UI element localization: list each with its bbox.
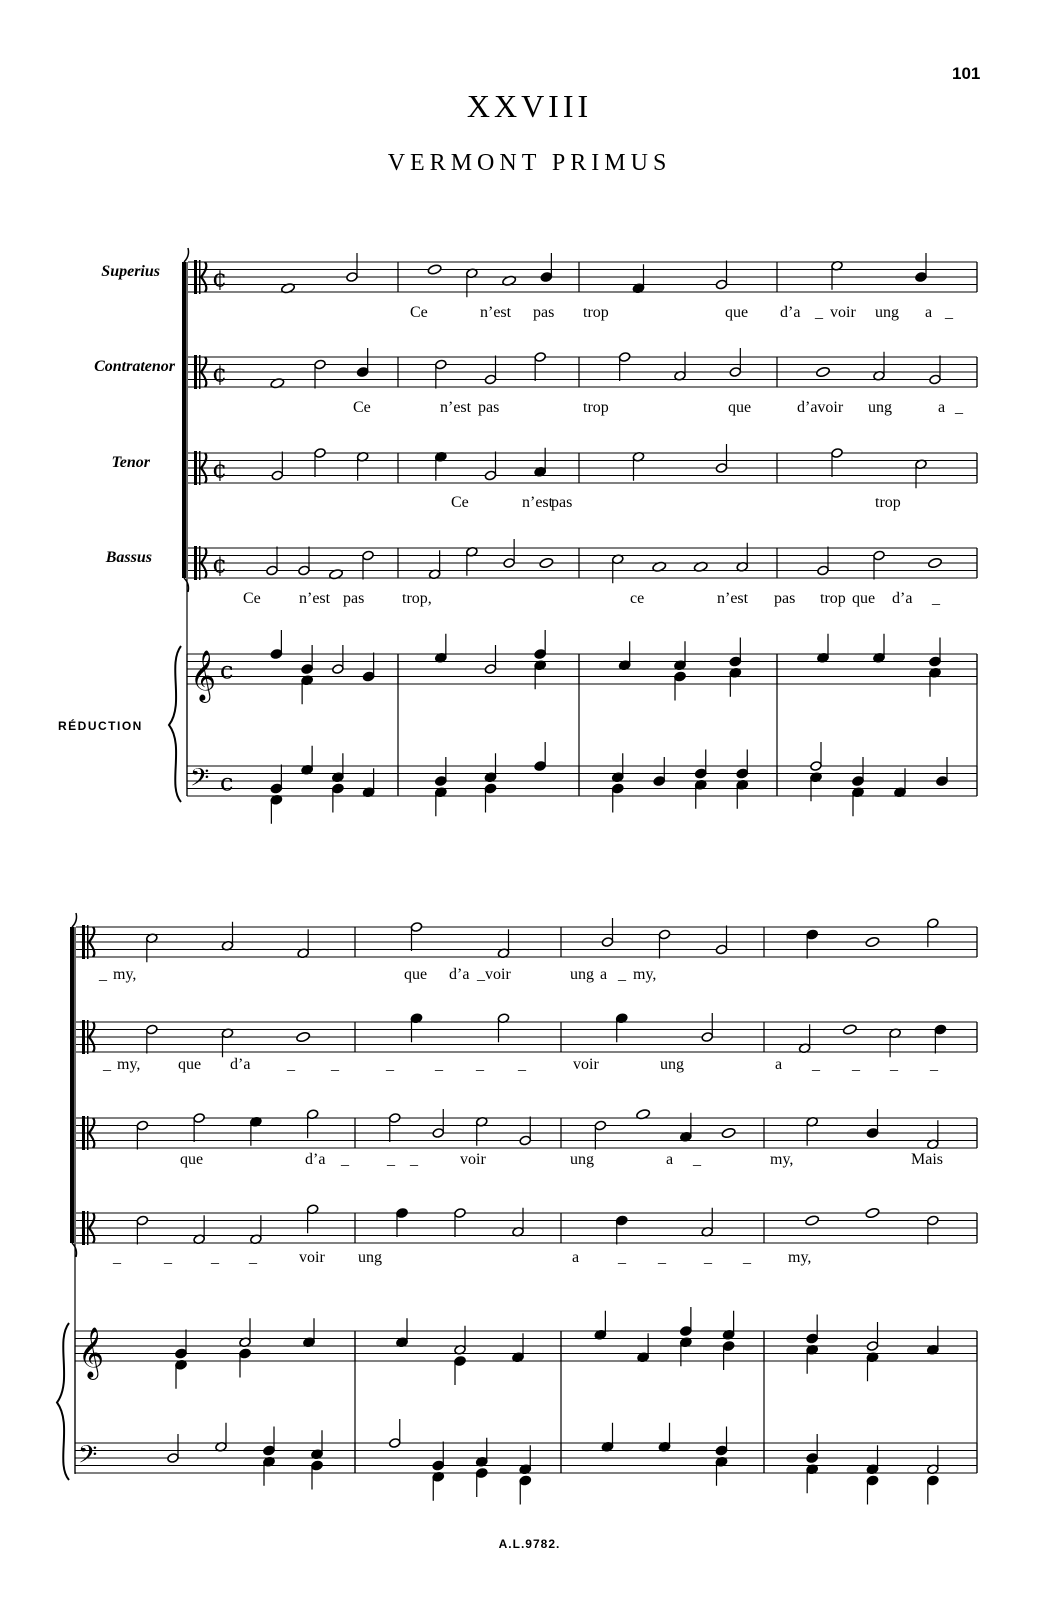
note	[484, 664, 496, 675]
note	[715, 944, 727, 955]
piece-title: VERMONT PRIMUS	[387, 150, 672, 176]
lyric-syllable: voir	[299, 1249, 325, 1266]
note	[866, 1128, 878, 1139]
system-1-staff-superius	[188, 253, 977, 297]
lyric-syllable: _	[386, 1056, 394, 1073]
lyric-syllable: ung	[570, 1151, 594, 1168]
bracket-hook	[184, 248, 189, 262]
lyric-syllable: _	[618, 1249, 626, 1266]
lyric-syllable: _	[99, 966, 107, 983]
lyric-syllable: d’a	[230, 1056, 251, 1073]
note	[715, 463, 727, 474]
system-2-staff-tenor	[76, 1108, 977, 1150]
lyric-syllable: n’est	[299, 590, 331, 607]
note	[929, 374, 941, 385]
lyric-syllable: my,	[770, 1151, 794, 1168]
lyric-syllable: trop	[875, 494, 901, 511]
lyric-syllable: _	[113, 1249, 121, 1266]
note	[715, 279, 727, 290]
note	[146, 1024, 158, 1035]
bass-clef: 𝄢	[78, 1440, 98, 1476]
lyric-syllable: pas	[478, 399, 500, 416]
lyric-syllable: my,	[633, 966, 657, 983]
lyric-syllable: a	[925, 304, 933, 321]
time-signature-cut: ¢	[212, 550, 228, 579]
note	[432, 1128, 444, 1139]
lyric-syllable: _	[815, 304, 823, 321]
note	[301, 664, 313, 675]
lyric-syllable: _	[249, 1249, 257, 1266]
note	[701, 1032, 713, 1043]
voice-label-contratenor: Contratenor	[94, 358, 175, 375]
note	[866, 1341, 878, 1352]
lyric-syllable: _	[618, 966, 626, 983]
lyric-syllable: ung	[358, 1249, 382, 1266]
note	[729, 656, 741, 667]
lyric-syllable: ung	[570, 966, 594, 983]
note	[362, 671, 374, 682]
lyric-syllable: trop,	[402, 590, 432, 607]
note	[332, 783, 344, 794]
lyric-syllable: _	[743, 1249, 751, 1266]
lyric-syllable: que	[180, 1151, 204, 1168]
bracket-hook	[184, 578, 189, 592]
lyric-syllable: Ce	[353, 399, 371, 416]
note	[263, 1445, 275, 1456]
system-1-staff-bassus	[188, 539, 977, 583]
note	[476, 1468, 488, 1479]
grand-staff-brace	[57, 1323, 69, 1480]
note	[816, 366, 831, 378]
note	[534, 352, 546, 363]
c-clef	[87, 925, 89, 959]
note	[810, 761, 822, 772]
system-1-staff-contratenor	[188, 348, 977, 389]
lyric-syllable: a	[775, 1056, 783, 1073]
note	[805, 1215, 820, 1227]
note	[658, 929, 670, 940]
note	[270, 783, 282, 794]
lyric-syllable: _	[211, 1249, 219, 1266]
note	[298, 565, 310, 576]
note	[722, 1341, 734, 1352]
note	[653, 776, 665, 787]
note	[271, 470, 283, 481]
lyric-syllable: n’est	[522, 494, 554, 511]
note	[806, 1453, 818, 1464]
lyric-syllable: _	[945, 304, 953, 321]
piece-number: XXVIII	[466, 88, 593, 124]
lyric-syllable: a	[938, 399, 946, 416]
reduction-label: RÉDUCTION	[58, 719, 143, 733]
lyric-syllable: trop	[583, 304, 609, 321]
note	[934, 1024, 946, 1035]
note	[314, 448, 326, 459]
c-clef	[199, 451, 201, 485]
note	[389, 1113, 401, 1124]
note	[311, 1460, 323, 1471]
voice-label-superius: Superius	[101, 263, 160, 280]
lyric-syllable: voir	[485, 966, 511, 983]
note	[346, 272, 358, 283]
note	[167, 1453, 179, 1464]
note	[519, 1135, 531, 1146]
lyric-syllable: que	[178, 1056, 202, 1073]
note	[396, 1208, 408, 1219]
note	[715, 1445, 727, 1456]
lyric-syllable: my,	[113, 966, 137, 983]
lyric-syllable: _	[387, 1151, 395, 1168]
note	[332, 664, 344, 675]
lyric-syllable: que	[852, 590, 876, 607]
lyric-syllable: ung	[868, 399, 892, 416]
note	[454, 1356, 466, 1367]
note	[540, 272, 552, 283]
lyric-syllable: _	[477, 966, 485, 983]
note	[618, 352, 630, 363]
note	[806, 1333, 818, 1344]
note	[729, 367, 741, 378]
c-clef	[199, 355, 201, 389]
lyric-syllable: que	[404, 966, 428, 983]
lyric-syllable: my,	[117, 1056, 141, 1073]
lyric-syllable: n’est	[480, 304, 512, 321]
lyric-syllable: pas	[343, 590, 365, 607]
note	[842, 1024, 857, 1036]
lyric-syllable: Mais	[911, 1151, 943, 1168]
lyric-syllable: pas	[774, 590, 796, 607]
note	[484, 783, 496, 794]
note	[927, 1215, 939, 1226]
lyric-syllable: que	[728, 399, 752, 416]
note	[680, 1326, 692, 1337]
lyric-syllable: trop	[820, 590, 846, 607]
lyric-syllable: voir	[460, 1151, 486, 1168]
note	[435, 359, 447, 370]
system-1-reduction-bass	[187, 742, 977, 824]
lyric-syllable: a	[666, 1151, 674, 1168]
note	[356, 367, 368, 378]
lyric-syllable: d’a	[305, 1151, 326, 1168]
note	[936, 776, 948, 787]
note	[601, 937, 613, 948]
c-clef	[87, 1211, 89, 1245]
lyric-syllable: _	[658, 1249, 666, 1266]
lyric-syllable: d’a	[449, 966, 470, 983]
note	[362, 550, 374, 561]
note	[539, 557, 554, 569]
lyric-syllable: _	[955, 399, 963, 416]
note	[915, 272, 927, 283]
c-clef	[194, 355, 197, 389]
system-1	[169, 248, 977, 824]
c-clef	[199, 546, 201, 580]
note	[389, 1438, 401, 1449]
lyric-syllable: _	[164, 1249, 172, 1266]
bracket-hook	[72, 913, 77, 927]
note	[594, 1120, 606, 1131]
c-clef	[82, 1211, 85, 1245]
note	[435, 776, 447, 787]
lyric-syllable: Ce	[243, 590, 261, 607]
note	[695, 768, 707, 779]
system-1-staff-tenor	[188, 444, 977, 488]
bracket-hook	[72, 1243, 77, 1257]
page-number: 101	[952, 64, 981, 83]
note	[865, 936, 880, 948]
c-clef	[199, 260, 201, 294]
note	[736, 768, 748, 779]
note	[454, 1208, 466, 1219]
lyric-syllable: _	[930, 1056, 938, 1073]
voice-label-tenor: Tenor	[111, 454, 150, 471]
system-2	[57, 913, 977, 1505]
lyric-syllable: _	[410, 1151, 418, 1168]
lyric-syllable: que	[725, 304, 749, 321]
note	[427, 264, 442, 276]
note	[806, 929, 818, 940]
c-clef	[194, 260, 197, 294]
c-clef	[82, 1020, 85, 1054]
lyric-syllable: d’avoir	[797, 399, 844, 416]
lyric-syllable: _	[287, 1056, 295, 1073]
lyric-syllable: n’est	[440, 399, 472, 416]
lyric-syllable: _	[476, 1056, 484, 1073]
lyric-syllable: _	[518, 1056, 526, 1073]
voice-label-bassus: Bassus	[105, 549, 152, 566]
note	[410, 922, 422, 933]
system-2-reduction-treble	[75, 1307, 977, 1389]
note	[503, 558, 515, 569]
time-signature-cut: ¢	[212, 264, 228, 293]
lyric-syllable: _	[890, 1056, 898, 1073]
note	[616, 1215, 628, 1226]
c-clef	[82, 1116, 85, 1150]
lyric-syllable: Ce	[410, 304, 428, 321]
note	[865, 1207, 880, 1219]
system-2-staff-superius	[76, 918, 977, 962]
note	[484, 470, 496, 481]
note	[239, 1348, 251, 1359]
time-signature-common: c	[220, 656, 234, 685]
note	[534, 761, 546, 772]
c-clef	[82, 925, 85, 959]
lyric-syllable: my,	[788, 1249, 812, 1266]
lyric-syllable: _	[693, 1151, 701, 1168]
lyric-syllable: Ce	[451, 494, 469, 511]
lyric-syllable: trop	[583, 399, 609, 416]
treble-clef: 𝄞	[78, 1327, 105, 1378]
system-2-staff-bassus	[76, 1204, 977, 1245]
note	[266, 565, 278, 576]
treble-clef: 𝄞	[190, 650, 217, 701]
c-clef	[194, 451, 197, 485]
lyric-syllable: _	[704, 1249, 712, 1266]
note	[612, 783, 624, 794]
note	[136, 1120, 148, 1131]
lyric-syllable: _	[852, 1056, 860, 1073]
system-2-reduction-bass	[75, 1419, 977, 1505]
note	[866, 1475, 878, 1486]
time-signature-common: c	[220, 768, 234, 797]
lyric-syllable: pas	[533, 304, 555, 321]
system-1-reduction-treble	[187, 630, 977, 704]
c-clef	[87, 1116, 89, 1150]
lyric-syllable: _	[341, 1151, 349, 1168]
note	[927, 1475, 939, 1486]
lyric-syllable: ung	[660, 1056, 684, 1073]
c-clef	[87, 1020, 89, 1054]
lyric-syllable: _	[331, 1056, 339, 1073]
system-2-staff-contratenor	[76, 1013, 977, 1057]
note	[873, 550, 885, 561]
note	[296, 1031, 311, 1043]
note	[432, 1460, 444, 1471]
note	[175, 1348, 187, 1359]
lyric-syllable: pas	[551, 494, 573, 511]
note	[674, 671, 686, 682]
note	[929, 656, 941, 667]
lyric-syllable: _	[932, 590, 940, 607]
lyric-syllable: _	[812, 1056, 820, 1073]
lyric-syllable: voir	[573, 1056, 599, 1073]
time-signature-cut: ¢	[212, 359, 228, 388]
note	[270, 649, 282, 660]
note	[484, 374, 496, 385]
lyric-syllable: ung	[875, 304, 899, 321]
note	[721, 1127, 736, 1139]
lyric-syllable: ce	[630, 590, 645, 607]
lyric-syllable: a	[572, 1249, 580, 1266]
lyric-syllable: n’est	[717, 590, 749, 607]
catalog-number: A.L.9782.	[498, 1537, 561, 1551]
lyric-syllable: voir	[830, 304, 856, 321]
note	[534, 649, 546, 660]
note	[136, 1215, 148, 1226]
grand-staff-brace	[169, 646, 181, 802]
time-signature-cut: ¢	[212, 455, 228, 484]
c-clef	[194, 546, 197, 580]
lyric-syllable: a	[600, 966, 608, 983]
note	[519, 1475, 531, 1486]
note	[831, 448, 843, 459]
lyric-syllable: d’a	[780, 304, 801, 321]
note	[314, 359, 326, 370]
note	[193, 1113, 205, 1124]
note	[852, 776, 864, 787]
bass-clef: 𝄢	[190, 763, 210, 799]
lyric-syllable: _	[103, 1056, 111, 1073]
note	[928, 557, 943, 569]
lyric-syllable: d’a	[892, 590, 913, 607]
lyric-syllable: _	[435, 1056, 443, 1073]
note	[817, 565, 829, 576]
